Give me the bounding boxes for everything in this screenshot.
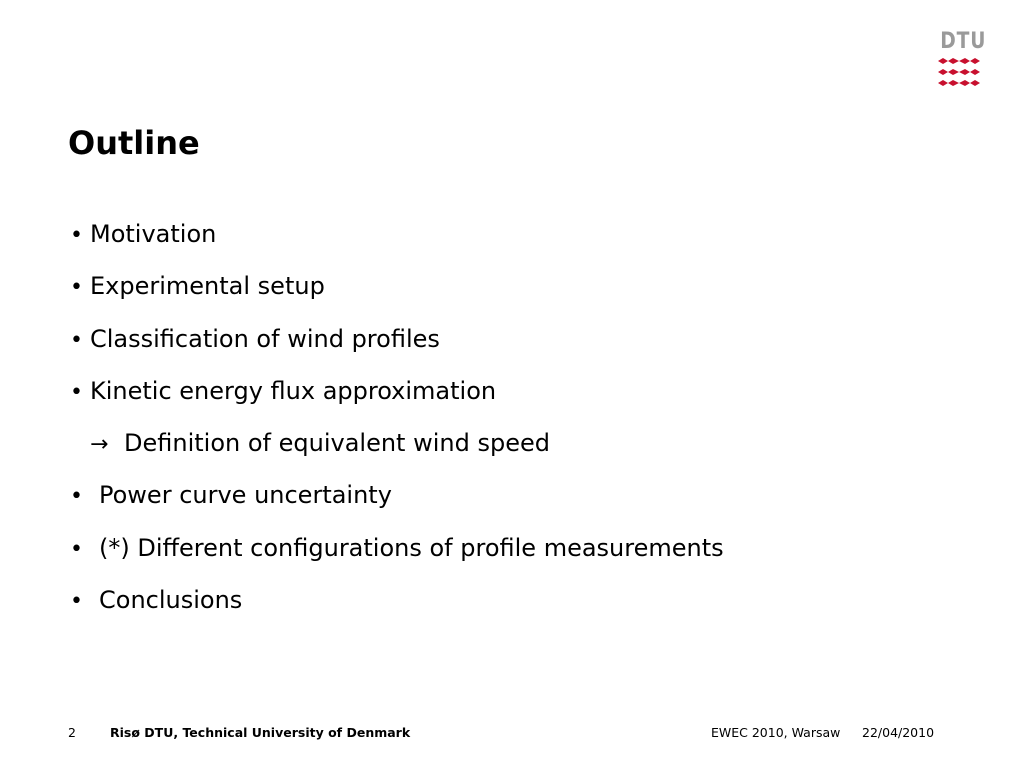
outline-item-conclusions — [70, 584, 724, 636]
outline-list — [70, 218, 724, 636]
bullet-marker: • — [70, 379, 83, 405]
outline-item-text: Definition of equivalent wind speed — [124, 429, 550, 458]
dtu-logo — [937, 29, 987, 94]
footer-date: 22/04/2010 — [862, 725, 935, 740]
outline-subitem-equivalent-wind-speed — [70, 427, 724, 479]
footer-organization: Risø DTU, Technical University of Denmark — [110, 725, 411, 740]
outline-item-text: (*) Different configurations of profile measurements — [99, 533, 724, 562]
footer-event: EWEC 2010, Warsaw — [711, 725, 841, 740]
bullet-marker: • — [70, 275, 83, 301]
bullet-marker: • — [70, 536, 83, 562]
bullet-marker: • — [70, 589, 83, 615]
outline-item-motivation — [70, 218, 724, 270]
footer-page-number: 2 — [68, 725, 76, 740]
outline-item-classification — [70, 323, 724, 375]
outline-item-experimental-setup — [70, 270, 724, 322]
bullet-marker: • — [70, 223, 83, 248]
outline-item-text: Conclusions — [99, 586, 243, 615]
bullet-marker: • — [70, 327, 83, 353]
outline-item-text: Kinetic energy flux approximation — [90, 376, 497, 405]
outline-item-text: Power curve uncertainty — [99, 481, 392, 510]
outline-item-configurations — [70, 532, 724, 584]
logo-text: DTU — [940, 29, 987, 54]
bullet-marker: • — [70, 484, 83, 510]
outline-item-text: Classification of wind profiles — [90, 324, 440, 353]
slide-title: Outline — [68, 124, 200, 162]
outline-item-text: Experimental setup — [90, 272, 325, 301]
outline-item-text: Motivation — [90, 220, 217, 248]
dtu-waves-icon — [938, 58, 980, 92]
arrow-right-icon: → — [90, 432, 109, 458]
outline-item-kinetic-energy — [70, 375, 724, 427]
outline-item-power-curve — [70, 479, 724, 531]
